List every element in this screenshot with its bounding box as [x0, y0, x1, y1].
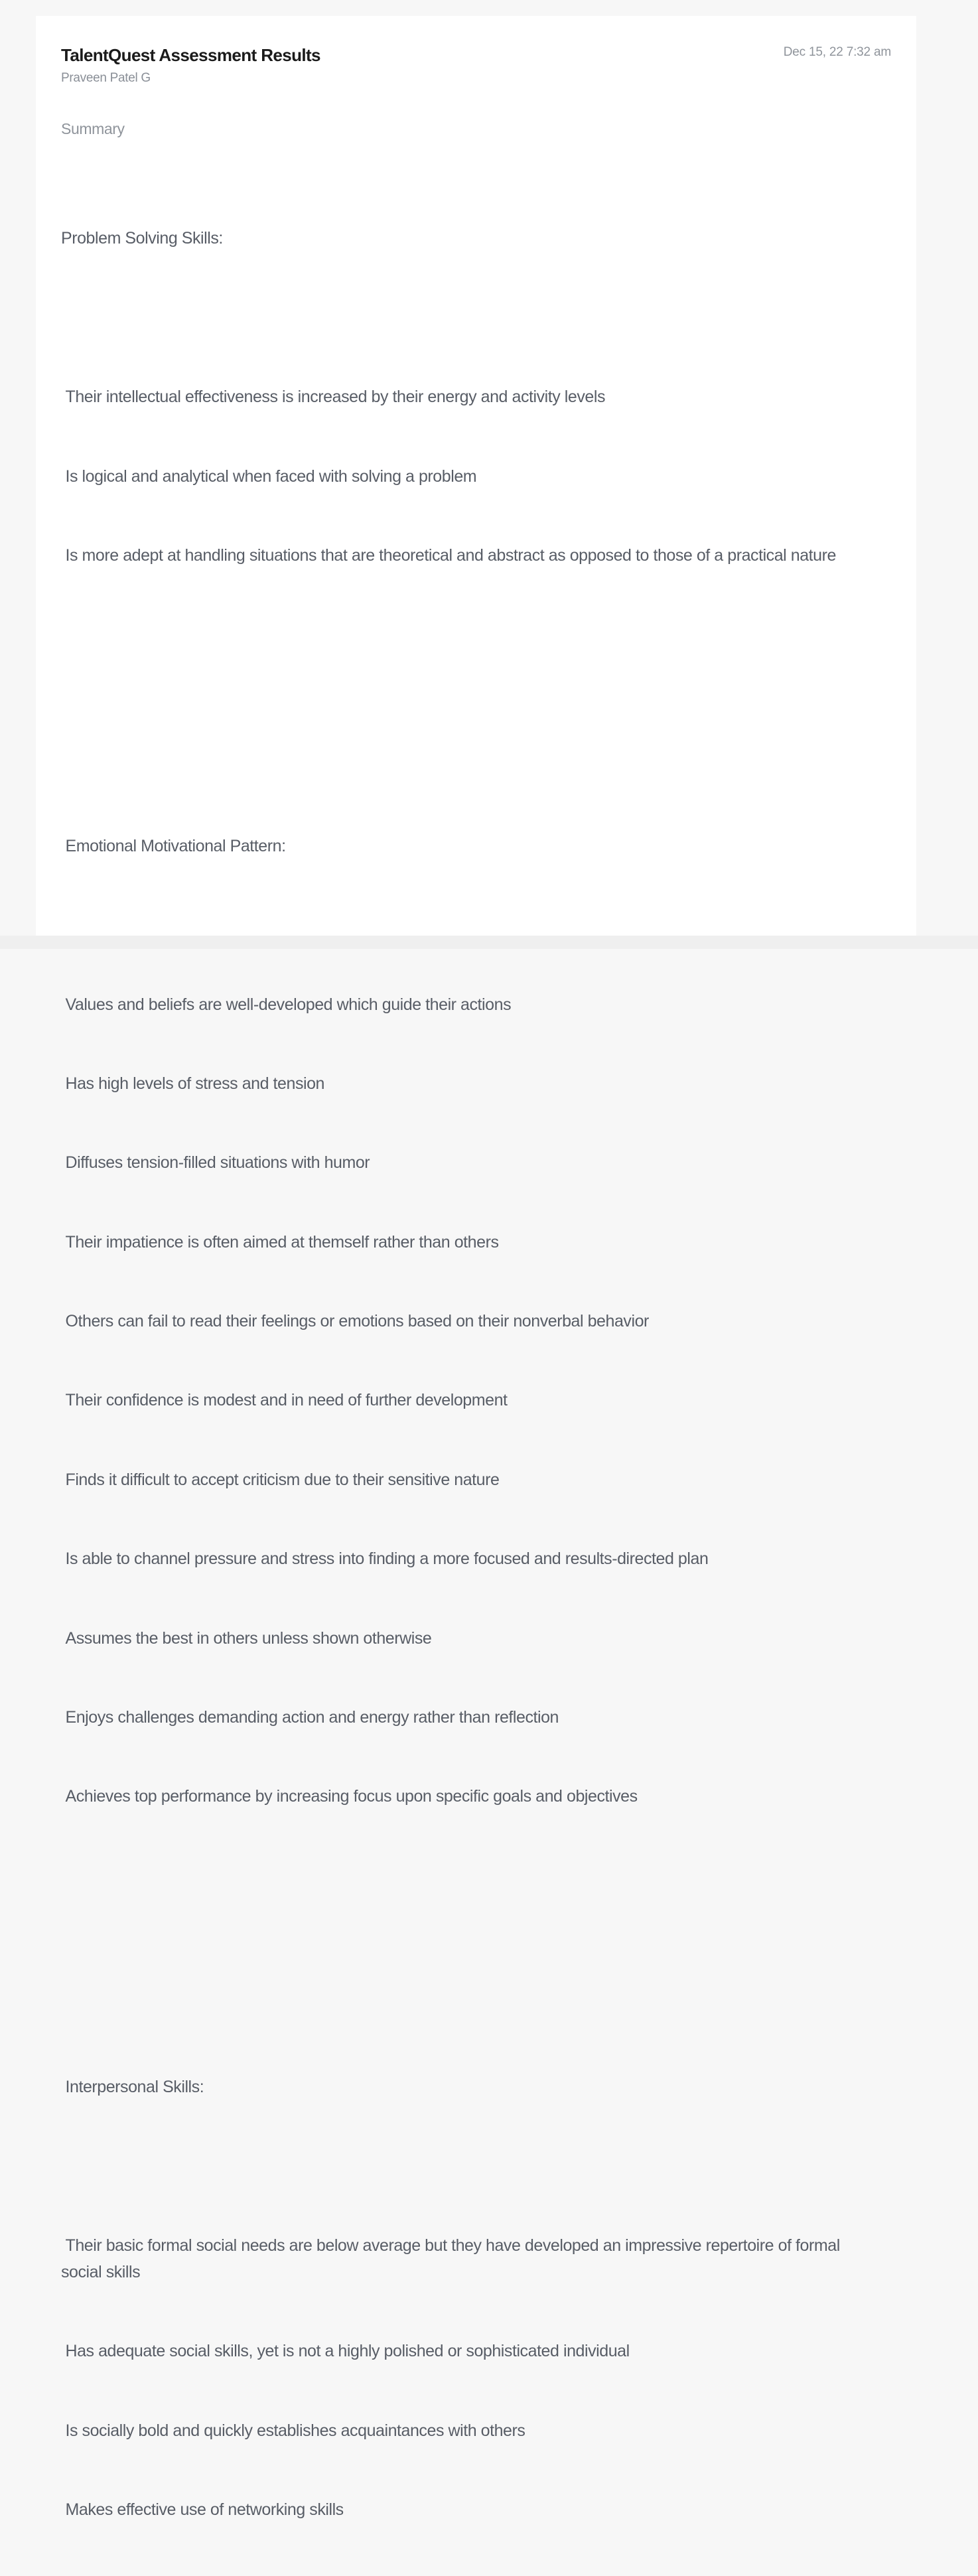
list-item: Finds it difficult to accept criticism due to their sensitive nature — [61, 1470, 500, 1489]
list-item: Makes effective use of networking skills — [61, 2500, 344, 2519]
timestamp: Dec 15, 22 7:32 am — [783, 45, 891, 59]
spacer — [61, 701, 884, 728]
list-item: Others can fail to read their feelings or emotions based on their nonverbal behavior — [61, 1312, 649, 1331]
spacer — [61, 2154, 884, 2181]
horizontal-scrollbar-track[interactable] — [0, 936, 978, 949]
section-heading-interpersonal: Interpersonal Skills: — [61, 2078, 204, 2097]
list-item: Has high levels of stress and tension — [61, 1074, 325, 1093]
list-item: Is socially bold and quickly establishes acquaintances with others — [61, 2421, 525, 2440]
list-item: Is more adept at handling situations that are theoretical and abstract as opposed to those of a practical nature — [61, 545, 836, 565]
list-item: Diffuses tension-filled situations with humor — [61, 1153, 370, 1173]
assessment-card — [36, 16, 916, 2519]
spacer — [61, 1942, 884, 1969]
list-item: Their confidence is modest and in need of further development — [61, 1391, 508, 1410]
spacer — [61, 912, 884, 939]
list-item: Enjoys challenges demanding action and energy rather than reflection — [61, 1708, 559, 1727]
list-item: Assumes the best in others unless shown otherwise — [61, 1628, 432, 1648]
section-heading-emotional-motivational: Emotional Motivational Pattern: — [61, 836, 286, 855]
author-name: Praveen Patel G — [61, 71, 151, 85]
list-item: Their intellectual effectiveness is increased by their energy and activity levels — [61, 388, 606, 407]
list-item: Achieves top performance by increasing focus upon specific goals and objectives — [61, 1787, 638, 1806]
summary-label: Summary — [61, 120, 125, 137]
summary-body — [61, 147, 884, 2576]
section-heading-problem-solving: Problem Solving Skills: — [61, 229, 223, 248]
list-item: Is able to channel pressure and stress into finding a more focused and results-directed plan — [61, 1549, 709, 1569]
spacer — [61, 622, 884, 648]
card-header — [61, 44, 891, 86]
spacer — [61, 305, 884, 332]
list-item: Their impatience is often aimed at themself rather than others — [61, 1232, 499, 1252]
list-item: Values and beliefs are well-developed which guide their actions — [61, 995, 512, 1014]
spacer — [61, 1863, 884, 1890]
page-title: TalentQuest Assessment Results — [61, 45, 320, 65]
list-item: Has adequate social skills, yet is not a highly polished or sophisticated individual — [61, 2342, 630, 2361]
list-item: Their basic formal social needs are below average but they have developed an impressive repertoire of formal social skills — [61, 2236, 845, 2281]
list-item: Is logical and analytical when faced with solving a problem — [61, 466, 477, 486]
